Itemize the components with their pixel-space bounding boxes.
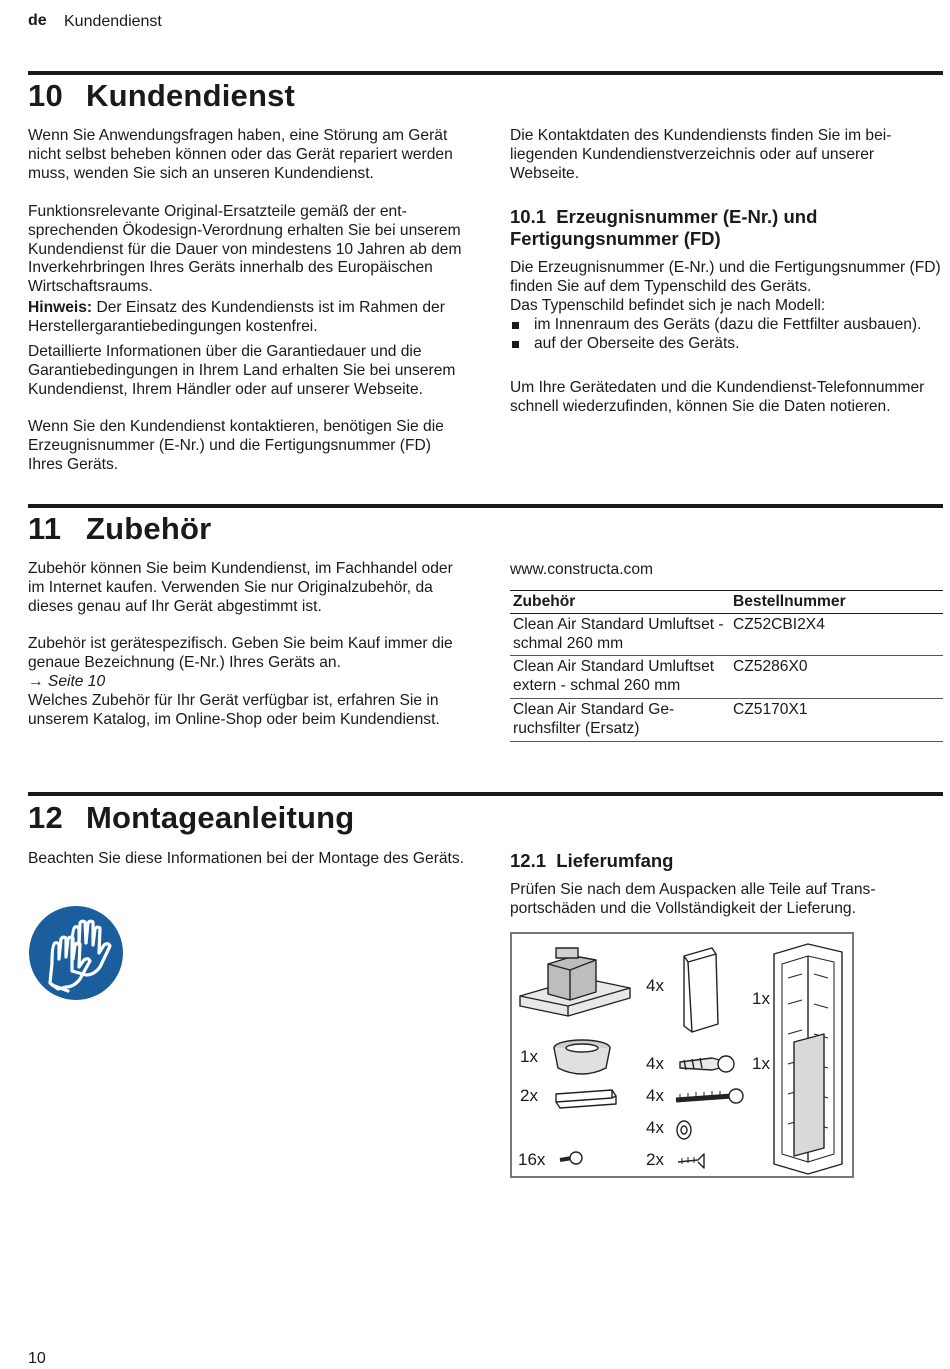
table-row — [510, 656, 943, 699]
table-cell: CZ5170X1 — [730, 698, 943, 741]
subsection-title: Lieferumfang — [556, 850, 674, 871]
header-language: de — [28, 12, 47, 29]
section-number: 11 — [28, 511, 62, 546]
paragraph: Funktionsrelevante Original-Ersatzteile gemäß der entsprechenden Ökodesign-Verordnung erhalten Sie bei unserem Kundendienst für die Dauer von mindestens 10 Jahren ab dem Inverkehrbringen Ihres Geräts innerhalb des Europäischen Wirtschaftsraums. — [28, 203, 462, 296]
section-number: 12 — [28, 800, 63, 835]
long-screw-quantity: 4x — [646, 1086, 664, 1105]
washer-quantity: 4x — [646, 1118, 664, 1137]
section-title: Kundendienst — [86, 78, 296, 113]
subsection-12-1-heading — [510, 850, 673, 872]
section-12-heading — [28, 800, 354, 836]
rail-quantity: 2x — [520, 1086, 538, 1105]
paragraph: Wenn Sie Anwendungsfragen haben, eine Störung am Gerät nicht selbst beheben können oder das Gerät repariert werden muss, wenden Sie sich an unseren Kundendienst. — [28, 127, 453, 182]
subsection-title-line2: Fertigungsnummer (FD) — [510, 228, 721, 249]
list-item: im Innenraum des Geräts (dazu die Fettfilter ausbauen). — [510, 316, 930, 335]
subsection-number: 10.1 — [510, 206, 547, 227]
adapter-ring-quantity: 1x — [520, 1047, 538, 1066]
bracket-quantity: 1x — [752, 1054, 770, 1073]
section-number: 10 — [28, 78, 63, 113]
paragraph: Das Typenschild befindet sich je nach Modell: — [510, 297, 826, 314]
note-label: Hinweis: — [28, 299, 93, 316]
paragraph: Die Erzeugnisnummer (E-Nr.) und die Fertigungsnummer (FD) finden Sie auf dem Typenschild des Geräts. — [510, 259, 941, 295]
section-divider — [28, 504, 943, 508]
list-item: auf der Oberseite des Geräts. — [510, 335, 930, 354]
note-text: Der Einsatz des Kundendiensts ist im Rahmen der Herstellergarantiebedingungen kostenfrei. — [28, 299, 445, 335]
section-title: Montageanleitung — [86, 800, 355, 835]
header-title: Kundendienst — [64, 13, 162, 30]
accessory-table — [510, 590, 943, 742]
note-paragraph — [28, 299, 468, 337]
paragraph: Zubehör ist gerätespezifisch. Geben Sie beim Kauf immer die genaue Bezeichnung (E-Nr.) Ihres Geräts an. — [28, 635, 453, 671]
frame-quantity: 1x — [752, 989, 770, 1008]
subsection-10-1-heading — [510, 206, 943, 250]
wood-screw-quantity: 2x — [646, 1150, 664, 1169]
paragraph: Beachten Sie diese Informationen bei der Montage des Geräts. — [28, 850, 465, 867]
paragraph: Wenn Sie den Kundendienst kontaktieren, benötigen Sie die Erzeugnisnummer (E-Nr.) und die Fertigungsnummer (FD) Ihres Geräts. — [28, 418, 444, 473]
duct-cover-quantity: 4x — [646, 976, 664, 995]
plug-anchor-quantity: 4x — [646, 1054, 664, 1073]
paragraph: Detaillierte Informationen über die Garantiedauer und die Garantiebedingungen in Ihrem Land erhalten Sie bei unserem Kundendienst, Ihrem Händler oder auf unserer Webseite. — [28, 343, 456, 398]
table-cell: CZ5286X0 — [730, 656, 943, 699]
section-divider — [28, 792, 943, 796]
subsection-number: 12.1 — [510, 850, 547, 871]
table-row — [510, 613, 943, 656]
section-10-heading — [28, 78, 295, 114]
website-url[interactable]: www.constructa.com — [510, 561, 653, 578]
table-row — [510, 698, 943, 741]
page-reference-link[interactable]: → Seite 10 — [28, 673, 106, 690]
subsection-title-line1: Erzeugnisnummer (E-Nr.) und — [556, 206, 818, 227]
paragraph: Welches Zubehör für Ihr Gerät verfügbar ist, erfahren Sie in unserem Katalog, im Online-Shop oder beim Kundendienst. — [28, 692, 440, 728]
table-cell: CZ52CBI2X4 — [730, 613, 943, 656]
table-cell: Clean Air Standard Umluftset extern - schmal 260 mm — [510, 656, 730, 699]
paragraph: Prüfen Sie nach dem Auspacken alle Teile auf Transportschäden und die Vollständigkeit der Lieferung. — [510, 881, 876, 917]
paragraph: Um Ihre Gerätedaten und die Kundendienst-Telefonnummer schnell wiederzufinden, können Sie die Daten notieren. — [510, 379, 925, 415]
small-screw-quantity: 16x — [518, 1150, 546, 1169]
column-header: Zubehör — [510, 591, 730, 614]
page-number: 10 — [28, 1350, 46, 1367]
section-title: Zubehör — [86, 511, 212, 546]
parts-drawing — [512, 934, 852, 1176]
paragraph: Die Kontaktdaten des Kundendiensts finden Sie im beiliegenden Kundendienstverzeichnis oder auf unserer Webseite. — [510, 127, 892, 182]
table-cell: Clean Air Standard Umluftset - schmal 260 mm — [510, 613, 730, 656]
table-header-row — [510, 591, 943, 614]
paragraph: Zubehör können Sie beim Kundendienst, im Fachhandel oder im Internet kaufen. Verwenden Sie nur Originalzubehör, da dieses genau auf Ihr Gerät abgestimmt ist. — [28, 560, 453, 615]
column-header: Bestellnummer — [730, 591, 943, 614]
table-cell: Clean Air Standard Geruchsfilter (Ersatz) — [510, 698, 730, 741]
bullet-list — [510, 316, 930, 354]
section-divider — [28, 71, 943, 75]
delivery-scope-illustration — [510, 932, 854, 1178]
section-11-heading — [28, 511, 211, 547]
protective-gloves-icon — [28, 905, 124, 1001]
